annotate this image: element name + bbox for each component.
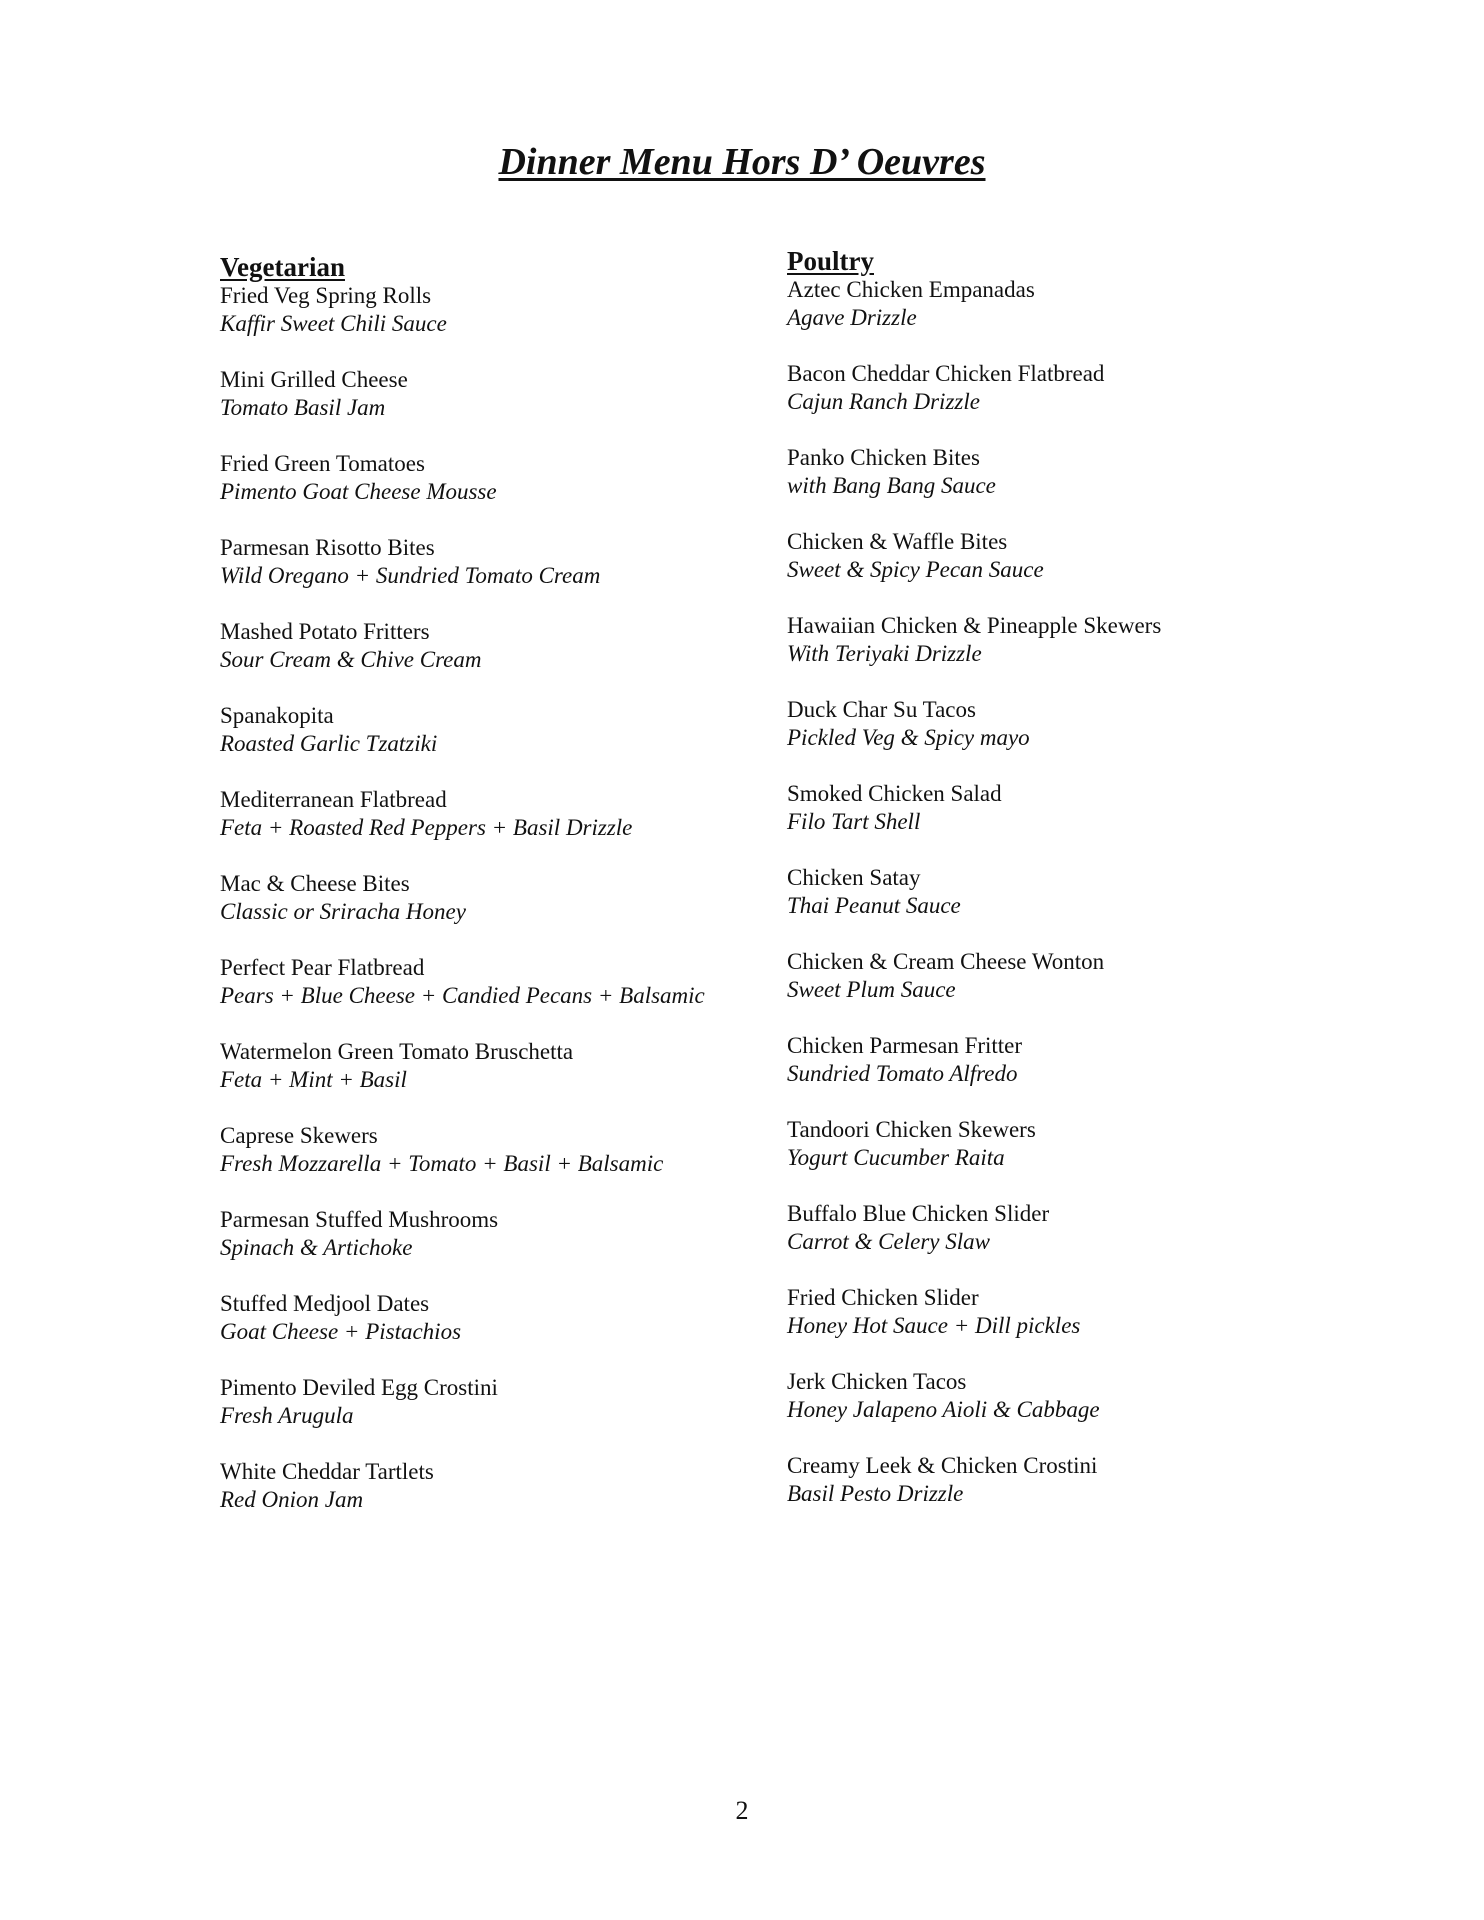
- menu-item-description: Goat Cheese + Pistachios: [220, 1319, 462, 1344]
- menu-item: [787, 1032, 1367, 1088]
- menu-item-description: Feta + Roasted Red Peppers + Basil Drizzle: [220, 815, 633, 840]
- poultry-heading: Poultry: [787, 246, 874, 276]
- menu-item: [787, 360, 1367, 416]
- menu-item: [220, 1038, 800, 1094]
- menu-item: [787, 1200, 1367, 1256]
- menu-item-name: Panko Chicken Bites: [787, 445, 980, 470]
- menu-item-description: Pickled Veg & Spicy mayo: [787, 725, 1030, 750]
- menu-item: [787, 276, 1367, 332]
- menu-item: [220, 450, 800, 506]
- menu-item-name: Buffalo Blue Chicken Slider: [787, 1201, 1050, 1226]
- vegetarian-section: [220, 252, 800, 1542]
- menu-item-name: Mini Grilled Cheese: [220, 367, 408, 392]
- menu-item-description: Honey Jalapeno Aioli & Cabbage: [787, 1397, 1100, 1422]
- menu-item: [220, 282, 800, 338]
- menu-item: [787, 948, 1367, 1004]
- page-title: Dinner Menu Hors D’ Oeuvres: [498, 141, 986, 183]
- menu-item: [220, 366, 800, 422]
- menu-item-description: Fresh Mozzarella + Tomato + Basil + Balsamic: [220, 1151, 664, 1176]
- menu-item-description: Carrot & Celery Slaw: [787, 1229, 990, 1254]
- menu-item-name: Mac & Cheese Bites: [220, 871, 410, 896]
- menu-item-name: Bacon Cheddar Chicken Flatbread: [787, 361, 1105, 386]
- menu-item-description: Sweet & Spicy Pecan Sauce: [787, 557, 1044, 582]
- menu-item-name: Tandoori Chicken Skewers: [787, 1117, 1036, 1142]
- vegetarian-heading: Vegetarian: [220, 252, 345, 282]
- menu-item-name: Chicken & Waffle Bites: [787, 529, 1008, 554]
- menu-item-name: Hawaiian Chicken & Pineapple Skewers: [787, 613, 1162, 638]
- menu-item-description: Agave Drizzle: [787, 305, 917, 330]
- menu-item: [220, 702, 800, 758]
- menu-item-description: Sweet Plum Sauce: [787, 977, 956, 1002]
- menu-item: [220, 1458, 800, 1514]
- menu-item-name: Aztec Chicken Empanadas: [787, 277, 1035, 302]
- vegetarian-list: [220, 282, 800, 1514]
- menu-item: [787, 864, 1367, 920]
- menu-item-name: Chicken Satay: [787, 865, 921, 890]
- menu-item-description: Sour Cream & Chive Cream: [220, 647, 482, 672]
- menu-item-description: Pears + Blue Cheese + Candied Pecans + Balsamic: [220, 983, 705, 1008]
- menu-item-name: Parmesan Risotto Bites: [220, 535, 435, 560]
- menu-item-name: Duck Char Su Tacos: [787, 697, 976, 722]
- menu-item: [787, 612, 1367, 668]
- menu-item: [220, 954, 800, 1010]
- menu-item: [787, 444, 1367, 500]
- menu-item-description: Basil Pesto Drizzle: [787, 1481, 964, 1506]
- menu-item-description: Feta + Mint + Basil: [220, 1067, 407, 1092]
- menu-item-name: Spanakopita: [220, 703, 334, 728]
- menu-item-description: Pimento Goat Cheese Mousse: [220, 479, 497, 504]
- menu-item: [787, 1116, 1367, 1172]
- menu-item-name: Mediterranean Flatbread: [220, 787, 447, 812]
- menu-item-description: Kaffir Sweet Chili Sauce: [220, 311, 447, 336]
- menu-item-description: Filo Tart Shell: [787, 809, 921, 834]
- menu-item-name: Pimento Deviled Egg Crostini: [220, 1375, 498, 1400]
- menu-item-name: Chicken & Cream Cheese Wonton: [787, 949, 1105, 974]
- menu-item: [220, 1374, 800, 1430]
- menu-item: [787, 696, 1367, 752]
- menu-item-description: Fresh Arugula: [220, 1403, 354, 1428]
- page-number: 2: [735, 1796, 749, 1825]
- menu-item: [787, 1368, 1367, 1424]
- menu-item-name: Caprese Skewers: [220, 1123, 378, 1148]
- menu-item-name: Fried Veg Spring Rolls: [220, 283, 432, 308]
- menu-item-description: Tomato Basil Jam: [220, 395, 386, 420]
- menu-item-description: Cajun Ranch Drizzle: [787, 389, 980, 414]
- poultry-list: [787, 276, 1367, 1508]
- menu-item-name: Creamy Leek & Chicken Crostini: [787, 1453, 1098, 1478]
- menu-item: [787, 528, 1367, 584]
- menu-item-name: Mashed Potato Fritters: [220, 619, 430, 644]
- menu-item-description: Thai Peanut Sauce: [787, 893, 961, 918]
- menu-item-description: Wild Oregano + Sundried Tomato Cream: [220, 563, 601, 588]
- menu-item-description: with Bang Bang Sauce: [787, 473, 996, 498]
- menu-item-name: White Cheddar Tartlets: [220, 1459, 434, 1484]
- menu-item-name: Parmesan Stuffed Mushrooms: [220, 1207, 499, 1232]
- menu-item-description: Yogurt Cucumber Raita: [787, 1145, 1005, 1170]
- menu-item-name: Fried Green Tomatoes: [220, 451, 425, 476]
- menu-item-name: Jerk Chicken Tacos: [787, 1369, 967, 1394]
- menu-item: [220, 870, 800, 926]
- menu-item: [220, 618, 800, 674]
- menu-item: [220, 1122, 800, 1178]
- menu-item-name: Stuffed Medjool Dates: [220, 1291, 430, 1316]
- menu-item: [220, 1290, 800, 1346]
- menu-item-name: Smoked Chicken Salad: [787, 781, 1002, 806]
- menu-item: [787, 1284, 1367, 1340]
- menu-item: [787, 1452, 1367, 1508]
- poultry-section: [787, 246, 1367, 1536]
- menu-item: [220, 534, 800, 590]
- menu-item-description: Classic or Sriracha Honey: [220, 899, 466, 924]
- menu-item-description: With Teriyaki Drizzle: [787, 641, 982, 666]
- menu-item-description: Spinach & Artichoke: [220, 1235, 413, 1260]
- menu-item-description: Sundried Tomato Alfredo: [787, 1061, 1018, 1086]
- menu-item-name: Watermelon Green Tomato Bruschetta: [220, 1039, 574, 1064]
- menu-item-description: Red Onion Jam: [220, 1487, 364, 1512]
- menu-item-description: Roasted Garlic Tzatziki: [220, 731, 438, 756]
- menu-item: [220, 1206, 800, 1262]
- menu-item: [220, 786, 800, 842]
- menu-item: [787, 780, 1367, 836]
- menu-item-name: Fried Chicken Slider: [787, 1285, 979, 1310]
- menu-item-name: Chicken Parmesan Fritter: [787, 1033, 1023, 1058]
- menu-item-description: Honey Hot Sauce + Dill pickles: [787, 1313, 1081, 1338]
- menu-item-name: Perfect Pear Flatbread: [220, 955, 425, 980]
